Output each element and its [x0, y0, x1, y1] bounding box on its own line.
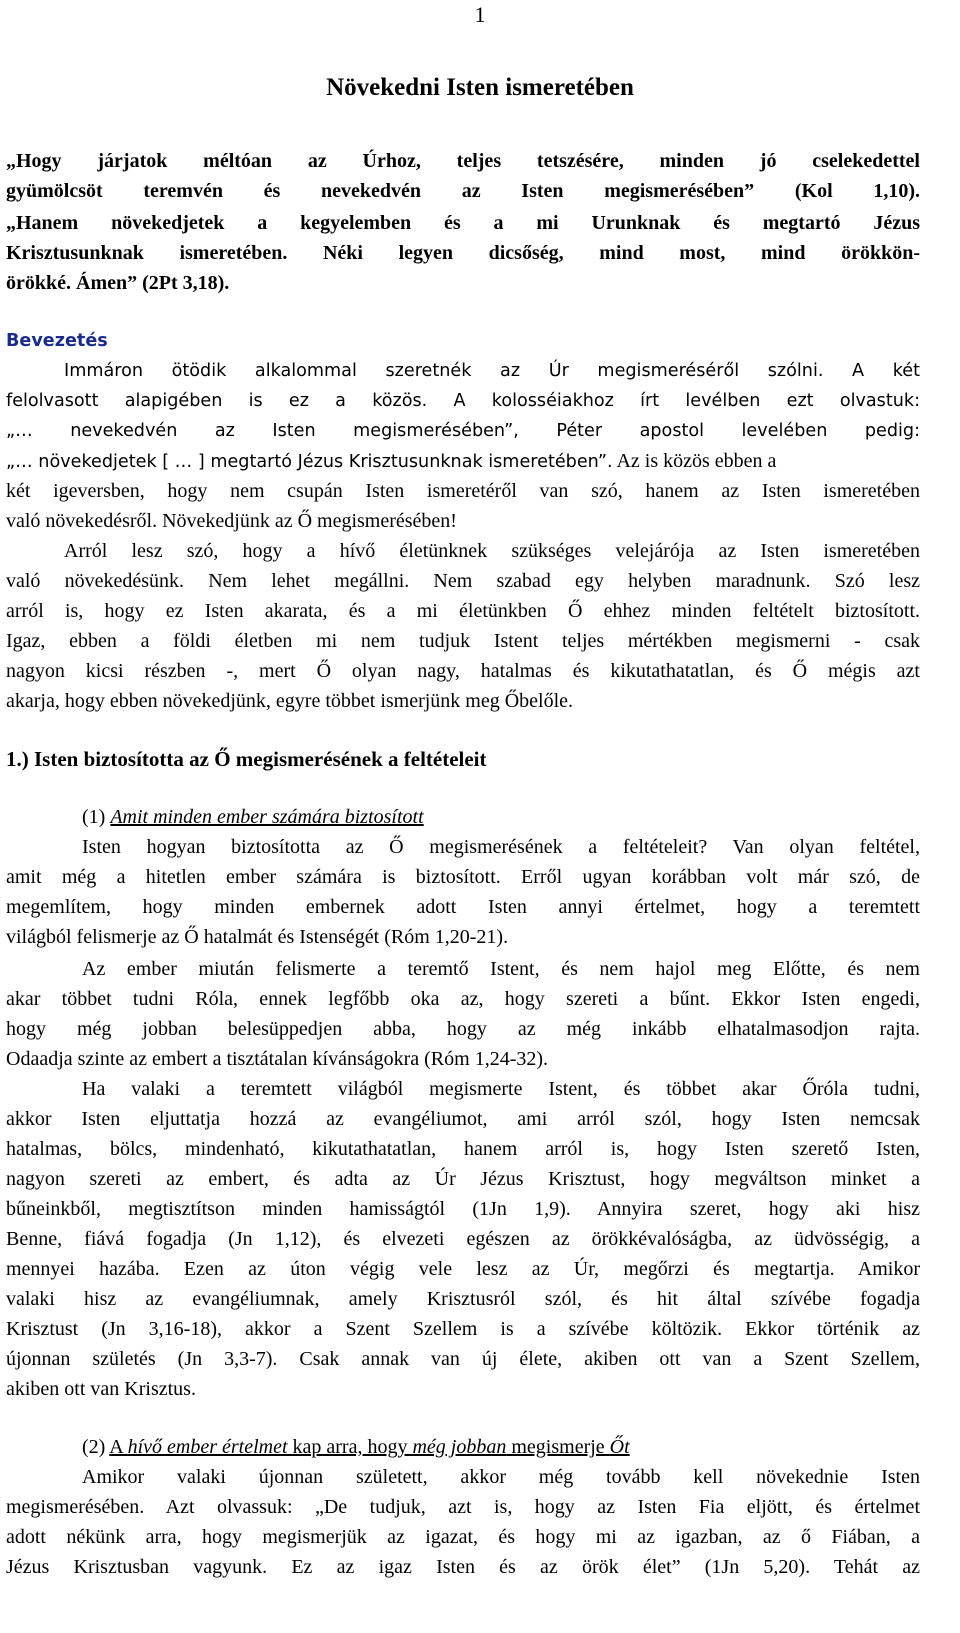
body-line: hogy még jobban belesüppedjen abba, hogy az még inkább elhatalmasodjon rajta.	[6, 1018, 920, 1040]
subsection-number: (1)	[82, 806, 111, 828]
subsection-title: Amit minden ember számára biztosított	[110, 806, 424, 828]
subsection-title-part: még jobban	[412, 1436, 507, 1458]
body-line: akiben ott van Krisztus.	[6, 1378, 196, 1400]
intro-line: való növekedésünk. Nem lehet megállni. Nem szabad egy helyben maradnunk. Szó lesz	[6, 570, 920, 592]
page-title: Növekedni Isten ismeretében	[326, 74, 634, 101]
subsection-title-part: Őt	[609, 1436, 630, 1458]
intro-line: akarja, hogy ebben növekedjünk, egyre többet ismerjünk meg Őbelőle.	[6, 690, 574, 712]
intro-quote: „… növekedjetek [ … ] megtartó Jézus Krisztusunknak ismeretében”.	[6, 452, 613, 472]
intro-line: való növekedésről. Növekedjünk az Ő megismerésében!	[6, 510, 457, 532]
body-line: újonnan születés (Jn 3,3-7). Csak annak van új élete, akiben ott van a Szent Szellem,	[6, 1348, 920, 1370]
body-line: Isten hogyan biztosította az Ő megismerésének a feltételeit? Van olyan feltétel,	[82, 836, 920, 858]
body-line: Az ember miután felismerte a teremtő Istent, és nem hajol meg Előtte, és nem	[82, 958, 920, 980]
intro-line: Immáron ötödik alkalommal szeretnék az Úr megismeréséről szólni. A két	[64, 361, 920, 381]
subsection-number: (2)	[82, 1436, 110, 1458]
body-line: nagyon szereti az embert, és adta az Úr Jézus Krisztust, hogy megváltson minket a	[6, 1168, 920, 1190]
body-line: világból felismerje az Ő hatalmát és Istenségét (Róm 1,20-21).	[6, 926, 509, 948]
intro-line: „… nevekedvén az Isten megismerésében”, Péter apostol levelében pedig:	[6, 421, 920, 441]
body-line: hatalmas, bölcs, mindenható, kikutathatatlan, hanem arról is, hogy Isten szerető Isten,	[6, 1138, 920, 1160]
body-line: mennyei hazába. Ezen az úton végig vele lesz az Úr, megőrzi és megtartja. Amikor	[6, 1258, 920, 1280]
intro-text: Az is közös ebben a	[612, 450, 777, 472]
intro-line	[6, 446, 920, 477]
body-line: akar többet tudni Róla, ennek legfőbb oka az, hogy szereti a bűnt. Ekkor Isten engedi,	[6, 988, 920, 1010]
body-line: Ha valaki a teremtett világból megismerte Istent, és többet akar Őróla tudni,	[82, 1078, 920, 1100]
subsection-title-part: megismerje	[506, 1436, 610, 1458]
epigraph-line: „Hanem növekedjetek a kegyelemben és a mi Urunknak és megtartó Jézus	[6, 212, 920, 234]
section-heading: 1.) Isten biztosította az Ő megismerésének a feltételeit	[6, 747, 487, 771]
body-line: valaki hisz az evangéliumnak, amely Krisztusról szól, és hit által szívébe fogadja	[6, 1288, 920, 1310]
epigraph-line: Krisztusunknak ismeretében. Néki legyen dicsőség, mind most, mind örökkön-	[6, 242, 920, 264]
subsection-heading	[82, 1432, 920, 1462]
body-line: adott nékünk arra, hogy megismerjük az igazat, és hogy mi az igazban, az ő Fiában, a	[6, 1526, 920, 1548]
epigraph-line: „Hogy járjatok méltóan az Úrhoz, teljes tetszésére, minden jó cselekedettel	[6, 150, 920, 172]
intro-line: arról is, hogy ez Isten akarata, és a mi életünkben Ő ehhez minden feltételt biztosított.	[6, 600, 920, 622]
body-line: megemlítem, hogy minden embernek adott Isten annyi értelmet, hogy a teremtett	[6, 896, 920, 918]
epigraph-line: örökké. Ámen” (2Pt 3,18).	[6, 272, 230, 294]
intro-line: két igeversben, hogy nem csupán Isten ismeretéről van szó, hanem az Isten ismeretében	[6, 480, 920, 502]
intro-line: nagyon kicsi részben -, mert Ő olyan nagy, hatalmas és kikutathatatlan, és Ő mégis azt	[6, 660, 920, 682]
body-line: Jézus Krisztusban vagyunk. Ez az igaz Isten és az örök élet” (1Jn 5,20). Tehát az	[6, 1556, 920, 1578]
body-line: megismerésében. Azt olvassuk: „De tudjuk, azt is, hogy az Isten Fia eljött, és értelmet	[6, 1496, 920, 1518]
intro-line: Arról lesz szó, hogy a hívő életünknek szükséges velejárója az Isten ismeretében	[64, 540, 920, 562]
body-line: Krisztust (Jn 3,16-18), akkor a Szent Szellem is a szívébe költözik. Ekkor történik az	[6, 1318, 920, 1340]
body-line: akkor Isten eljuttatja hozzá az evangéliumot, ami arról szól, hogy Isten nemcsak	[6, 1108, 920, 1130]
subsection-title-part: kap arra, hogy	[287, 1436, 413, 1458]
intro-line: Igaz, ebben a földi életben mi nem tudjuk Istent teljes mértékben megismerni - csak	[6, 630, 920, 652]
body-line: Odaadja szinte az embert a tisztátalan kívánságokra (Róm 1,24-32).	[6, 1048, 549, 1070]
body-line: amit még a hitetlen ember számára is biztosított. Erről ugyan korábban volt már szó, de	[6, 866, 920, 888]
subsection-title-part: A	[109, 1436, 128, 1458]
subsection-heading	[82, 802, 920, 832]
page-number: 1	[474, 2, 486, 27]
subsection-title-part: hívő ember értelmet	[127, 1436, 288, 1458]
intro-heading: Bevezetés	[6, 331, 108, 351]
epigraph-line: gyümölcsöt teremvén és nevekedvén az Isten megismerésében” (Kol 1,10).	[6, 180, 920, 202]
body-line: Benne, fiává fogadja (Jn 1,12), és elvezeti egészen az örökkévalóságba, az üdvösségig, a	[6, 1228, 920, 1250]
intro-line: felolvasott alapigében is ez a közös. A kolosséiakhoz írt levélben ezt olvastuk:	[6, 391, 920, 411]
body-line: Amikor valaki újonnan született, akkor még tovább kell növekednie Isten	[82, 1466, 920, 1488]
body-line: bűneinkből, megtisztítson minden hamisságtól (1Jn 1,9). Annyira szeret, hogy aki hisz	[6, 1198, 920, 1220]
